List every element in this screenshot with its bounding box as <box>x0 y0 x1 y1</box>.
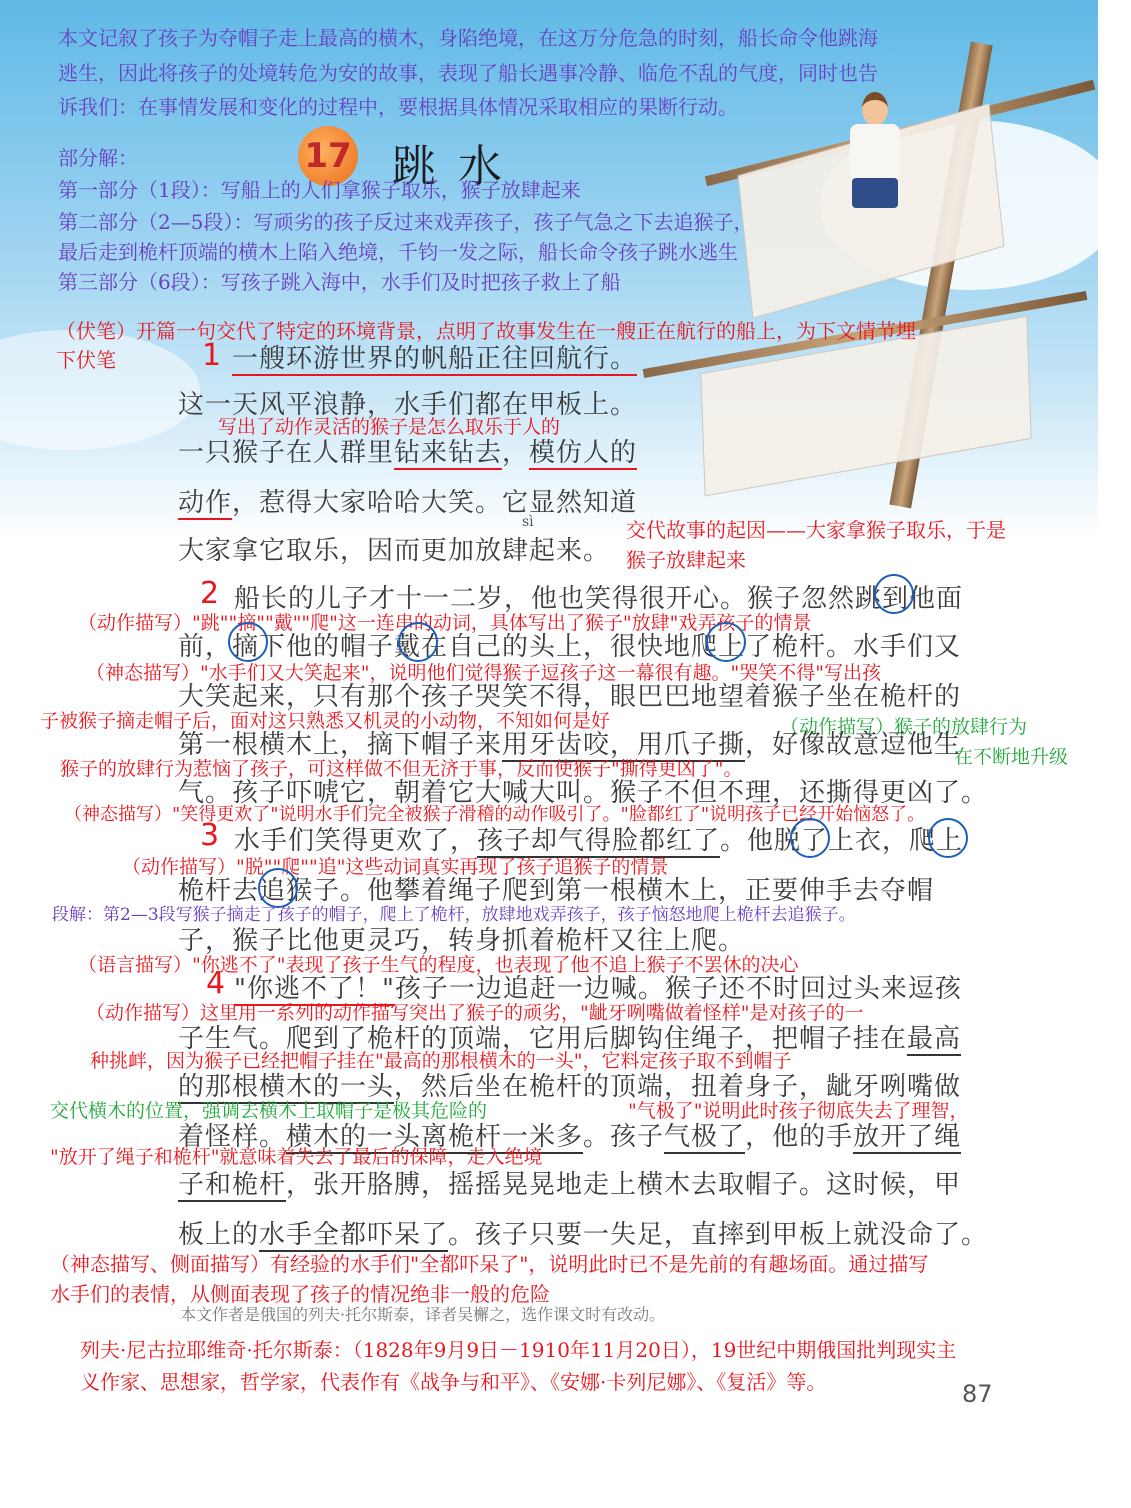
paragraph-number: 4 <box>206 966 226 1001</box>
annotation: （神态描写）"水手们又大笑起来"，说明他们觉得猴子逗孩子这一幕很有趣。"哭笑不得"写出孩 <box>86 662 881 684</box>
author-note: 义作家、思想家，哲学家，代表作有《战争与和平》、《安娜·卡列尼娜》、《复活》等。 <box>80 1370 827 1394</box>
summary-line: 逃生，因此将孩子的处境转危为安的故事，表现了船长遇事冷静、临危不乱的气度，同时也告 <box>58 61 878 85</box>
author-note: 列夫·尼古拉耶维奇·托尔斯泰：（1828年9月9日－1910年11月20日），19世纪中期俄国批判现实主 <box>80 1338 957 1362</box>
text-line: 桅杆去追猴子。他攀着绳子爬到第一根横木上，正要伸手去夺帽 <box>178 876 935 906</box>
text-line: 大笑起来，只有那个孩子哭笑不得，眼巴巴地望着猴子坐在桅杆的 <box>178 682 962 712</box>
annotation: "放开了绳子和桅杆"就意味着失去了最后的保障，走入绝境 <box>50 1146 543 1168</box>
underlined-text: 孩子却气得脸都红了 <box>477 826 721 856</box>
underlined-text: 动作 <box>178 488 233 518</box>
underlined-text: 横木的一头离桅杆一米多 <box>286 1122 584 1152</box>
text-line: 板上的水手全都吓呆了。孩子只要一失足，直摔到甲板上就没命了。 <box>178 1220 989 1250</box>
text-line: 子，猴子比他更灵巧，转身抓着桅杆又往上爬。 <box>178 926 746 956</box>
underlined-text: 钻来钻去 <box>394 438 503 468</box>
underlined-text: 气极了 <box>664 1122 746 1152</box>
annotation: （语言描写）"你逃不了"表现了孩子生气的程度，也表现了他不追上猴子不罢休的决心 <box>78 954 799 976</box>
annotation: 段解：第2—3段写猴子摘走了孩子的帽子，爬上了桅杆，放肆地戏弄孩子，孩子恼怒地爬上桅杆去追猴子。 <box>52 905 856 925</box>
text-line: 子和桅杆，张开胳膊，摇摇晃晃地走上横木去取帽子。这时候，甲 <box>178 1170 962 1200</box>
circled-verb <box>874 574 914 614</box>
annotation: "气极了"说明此时孩子彻底失去了理智， <box>628 1100 969 1122</box>
text-line: 的那根横木的一头，然后坐在桅杆的顶端，扭着身子，龇牙咧嘴做 <box>178 1072 962 1102</box>
parts-line: 第二部分（2—5段）：写顽劣的孩子反过来戏弄孩子，孩子气急之下去追猴子， <box>58 210 754 234</box>
underlined-text: "你逃不了！" <box>234 974 395 1004</box>
paragraph-number: 2 <box>200 576 220 611</box>
parts-line: 第三部分（6段）：写孩子跳入海中，水手们及时把孩子救上了船 <box>58 270 621 294</box>
annotation: （动作描写）"跳""摘""戴""爬"这一连串的动词，具体写出了猴子"放肆"戏弄孩子的情景 <box>78 612 812 634</box>
underlined-text: 模仿人的 <box>529 438 638 468</box>
annotation: 猴子放肆起来 <box>626 548 746 572</box>
underlined-text: 放开了绳 <box>853 1122 962 1152</box>
text-line: 水手们笑得更欢了，孩子却气得脸都红了。他脱了上衣，爬上 <box>234 826 964 856</box>
text-line: 着怪样。横木的一头离桅杆一米多。孩子气极了，他的手放开了绳 <box>178 1122 962 1152</box>
underlined-text: 的那根横木的一头 <box>178 1072 395 1102</box>
annotation: 种挑衅，因为猴子已经把帽子挂在"最高的那根横木的一头"，它料定孩子取不到帽子 <box>90 1050 792 1072</box>
parts-line: 第一部分（1段）：写船上的人们拿猴子取乐，猴子放肆起来 <box>58 178 581 202</box>
boy-figure <box>862 92 888 126</box>
text-line: 大家拿它取乐，因而更加放肆起来。 <box>178 536 611 566</box>
source-footnote: 本文作者是俄国的列夫·托尔斯泰，译者吴檞之，选作课文时有改动。 <box>180 1305 666 1324</box>
text-line: 气。孩子吓唬它，朝着它大喊大叫。猴子不但不理，还撕得更凶了。 <box>178 778 989 808</box>
page-number: 87 <box>962 1380 993 1408</box>
annotation: 在不断地升级 <box>954 746 1069 768</box>
text-line: 第一根横木上，摘下帽子来用牙齿咬，用爪子撕，好像故意逗他生 <box>178 730 962 760</box>
parts-line: 最后走到桅杆顶端的横木上陷入绝境，千钧一发之际，船长命令孩子跳水逃生 <box>58 240 738 264</box>
paragraph-number: 3 <box>200 818 220 853</box>
annotation: 子被猴子摘走帽子后，面对这只熟悉又机灵的小动物，不知如何是好 <box>40 710 611 732</box>
pinyin-annotation: sì <box>522 514 534 530</box>
underlined-text: 一艘环游世界的帆船正往回航行。 <box>232 344 638 374</box>
text-line: 前，摘下他的帽子戴在自己的头上，很快地爬上了桅杆。水手们又 <box>178 632 962 662</box>
annotation: 写出了动作灵活的猴子是怎么取乐于人的 <box>218 416 561 438</box>
annotation: （伏笔）开篇一句交代了特定的环境背景，点明了故事发生在一艘正在航行的船上，为下文情节埋 <box>56 319 916 343</box>
circled-verb <box>228 622 268 662</box>
annotation: 交代横木的位置，强调去横木上取帽子是极其危险的 <box>50 1100 488 1122</box>
lesson-title: 跳水 <box>392 141 524 192</box>
annotation: （动作描写）这里用一系列的动作描写突出了猴子的顽劣，"龇牙咧嘴做着怪样"是对孩子的一 <box>86 1002 864 1024</box>
circled-verb <box>706 622 746 662</box>
underlined-text: 水手全都吓呆了 <box>259 1220 449 1250</box>
lesson-number: 17 <box>298 126 358 186</box>
annotation: （动作描写）猴子的放肆行为 <box>780 716 1028 738</box>
underlined-text: 子和桅杆 <box>178 1170 287 1200</box>
text-line: 这一天风平浪静，水手们都在甲板上。 <box>178 390 638 420</box>
text-line: 一只猴子在人群里钻来钻去，模仿人的 <box>178 438 638 468</box>
parts-heading: 部分解： <box>58 146 138 170</box>
text-line: 动作，惹得大家哈哈大笑。它显然知道 <box>178 488 638 518</box>
text-line <box>232 338 637 375</box>
annotation: （神态描写）"笑得更欢了"说明水手们完全被猴子滑稽的动作吸引了。"脸都红了"说明孩子已经开始恼怒了。 <box>64 804 926 825</box>
text-line: 子生气。爬到了桅杆的顶端，它用后脚钩住绳子，把帽子挂在最高 <box>178 1024 962 1054</box>
circled-verb <box>928 818 968 858</box>
annotation: 猴子的放肆行为惹恼了孩子，可这样做不但无济于事，反而使猴子"撕得更凶了"。 <box>60 758 743 780</box>
annotation: 水手们的表情，从侧面表现了孩子的情况绝非一般的危险 <box>50 1282 550 1306</box>
annotation: （神态描写、侧面描写）有经验的水手们"全都吓呆了"，说明此时已不是先前的有趣场面。通过描写 <box>50 1252 929 1276</box>
text-line: "你逃不了！"孩子一边追赶一边喊。猴子还不时回过头来逗孩 <box>234 974 962 1004</box>
underlined-text: 用牙齿咬，用爪子撕 <box>502 730 746 760</box>
paragraph-number: 1 <box>202 338 222 373</box>
summary-line: 诉我们：在事情发展和变化的过程中，要根据具体情况采取相应的果断行动。 <box>58 95 738 119</box>
circled-verb <box>398 622 438 662</box>
annotation: （动作描写）"脱""爬""追"这些动词真实再现了孩子追猴子的情景 <box>122 856 669 878</box>
circled-verb <box>790 818 830 858</box>
summary-line: 本文记叙了孩子为夺帽子走上最高的横木，身陷绝境，在这万分危急的时刻，船长命令他跳海 <box>58 26 878 50</box>
annotation: 下伏笔 <box>56 348 116 372</box>
text-line: 船长的儿子才十一二岁，他也笑得很开心。猴子忽然跳到他面 <box>234 584 964 614</box>
annotation: 交代故事的起因——大家拿猴子取乐，于是 <box>626 518 1006 542</box>
underlined-text: 最高 <box>907 1024 962 1054</box>
